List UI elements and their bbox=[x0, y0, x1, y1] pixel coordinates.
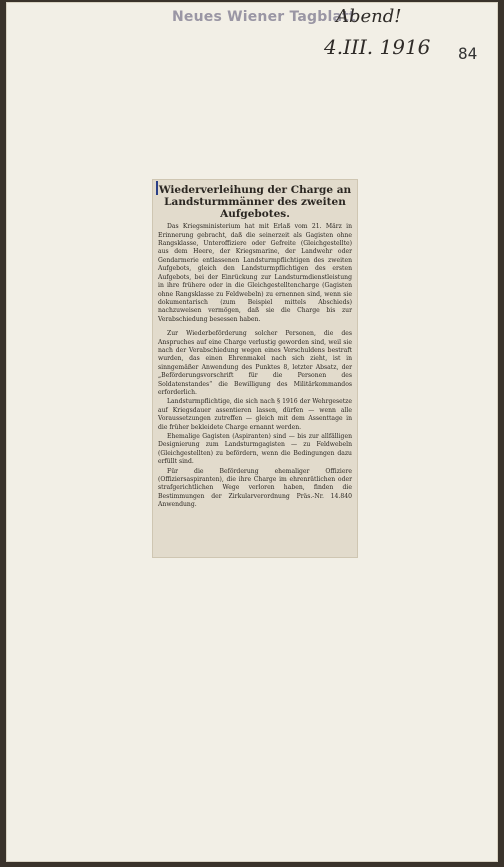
newspaper-stamp: Neues Wiener Tagblatt bbox=[172, 9, 356, 25]
clipping-marker bbox=[156, 181, 158, 195]
page-number: 84 bbox=[458, 44, 478, 63]
clipping-paragraph-2: Zur Wiederbeförderung solcher Personen, die des Anspruches auf eine Charge verlustig geworden sind, weil sie nach der Verabschiedung wegen eines Verschuldens bestraft wurden, das einen Ehrenmakel nach sich zieht, ist in sinngemäßer Anwendung des Punktes 8, letzter Absatz, der „Beförderungsvorschrift für die Personen des Soldatenstandes“ die Bewilligung des Militärkommandos erforderlich. bbox=[158, 330, 352, 396]
newspaper-clipping bbox=[152, 179, 358, 558]
clipping-paragraph-3: Landsturmpflichtige, die sich nach § 1916 der Wehrgesetze auf Kriegsdauer assentieren lassen, dürfen — wenn alle Voraussetzungen zutreffen — gleich mit dem Assenttage in die früher bekleidete Charge ernannt werden. bbox=[158, 398, 352, 431]
clipping-paragraph-5: Für die Beförderung ehemaliger Offiziere (Offiziersaspiranten), die ihre Charge im ehrenrätlichen oder strafgerichtlichen Wege verloren haben, finden die Bestimmungen der Zirkularverordnung Präs.-Nr. 14.840 Anwendung. bbox=[158, 467, 352, 509]
handwritten-date: 4.III. 1916 bbox=[324, 35, 431, 59]
clipping-paragraph-1: Das Kriegsministerium hat mit Erlaß vom 21. März in Erinnerung gebracht, daß die seinerzeit als Gagisten ohne Rangsklasse, Unteroffiziere oder Gefreite (Gleichgestellte) aus dem Heere, der Kriegsmarine, der Landwehr oder Gendarmerie entlassenen Landsturmpflichtigen des zweiten Aufgebots, gleich den Landsturmpflichtigen des ersten Aufgebots, bei der Einrückung zur Landsturmdienstleistung in ihre frühere oder in die Gleichgestelltencharge (Gagisten ohne Rangsklasse zu Feldwebeln) zu ernennen sind, wenn sie dokumentarisch (zum Beispiel mittels Abschieds) nachzuweisen vermögen, daß sie die Charge bis zur Verabschiedung besessen haben. bbox=[158, 223, 352, 323]
handwritten-note: Abend! bbox=[336, 6, 402, 27]
clipping-headline: Wiederverleihung der Charge an Landsturmmänner des zweiten Aufgebotes. bbox=[158, 184, 352, 220]
clipping-paragraph-4: Ehemalige Gagisten (Aspiranten) sind — bis zur allfälligen Designierung zum Landsturmgagisten — zu Feldwebeln (Gleichgestellten) zu befördern, wenn die Bedingungen dazu erfüllt sind. bbox=[158, 433, 352, 466]
